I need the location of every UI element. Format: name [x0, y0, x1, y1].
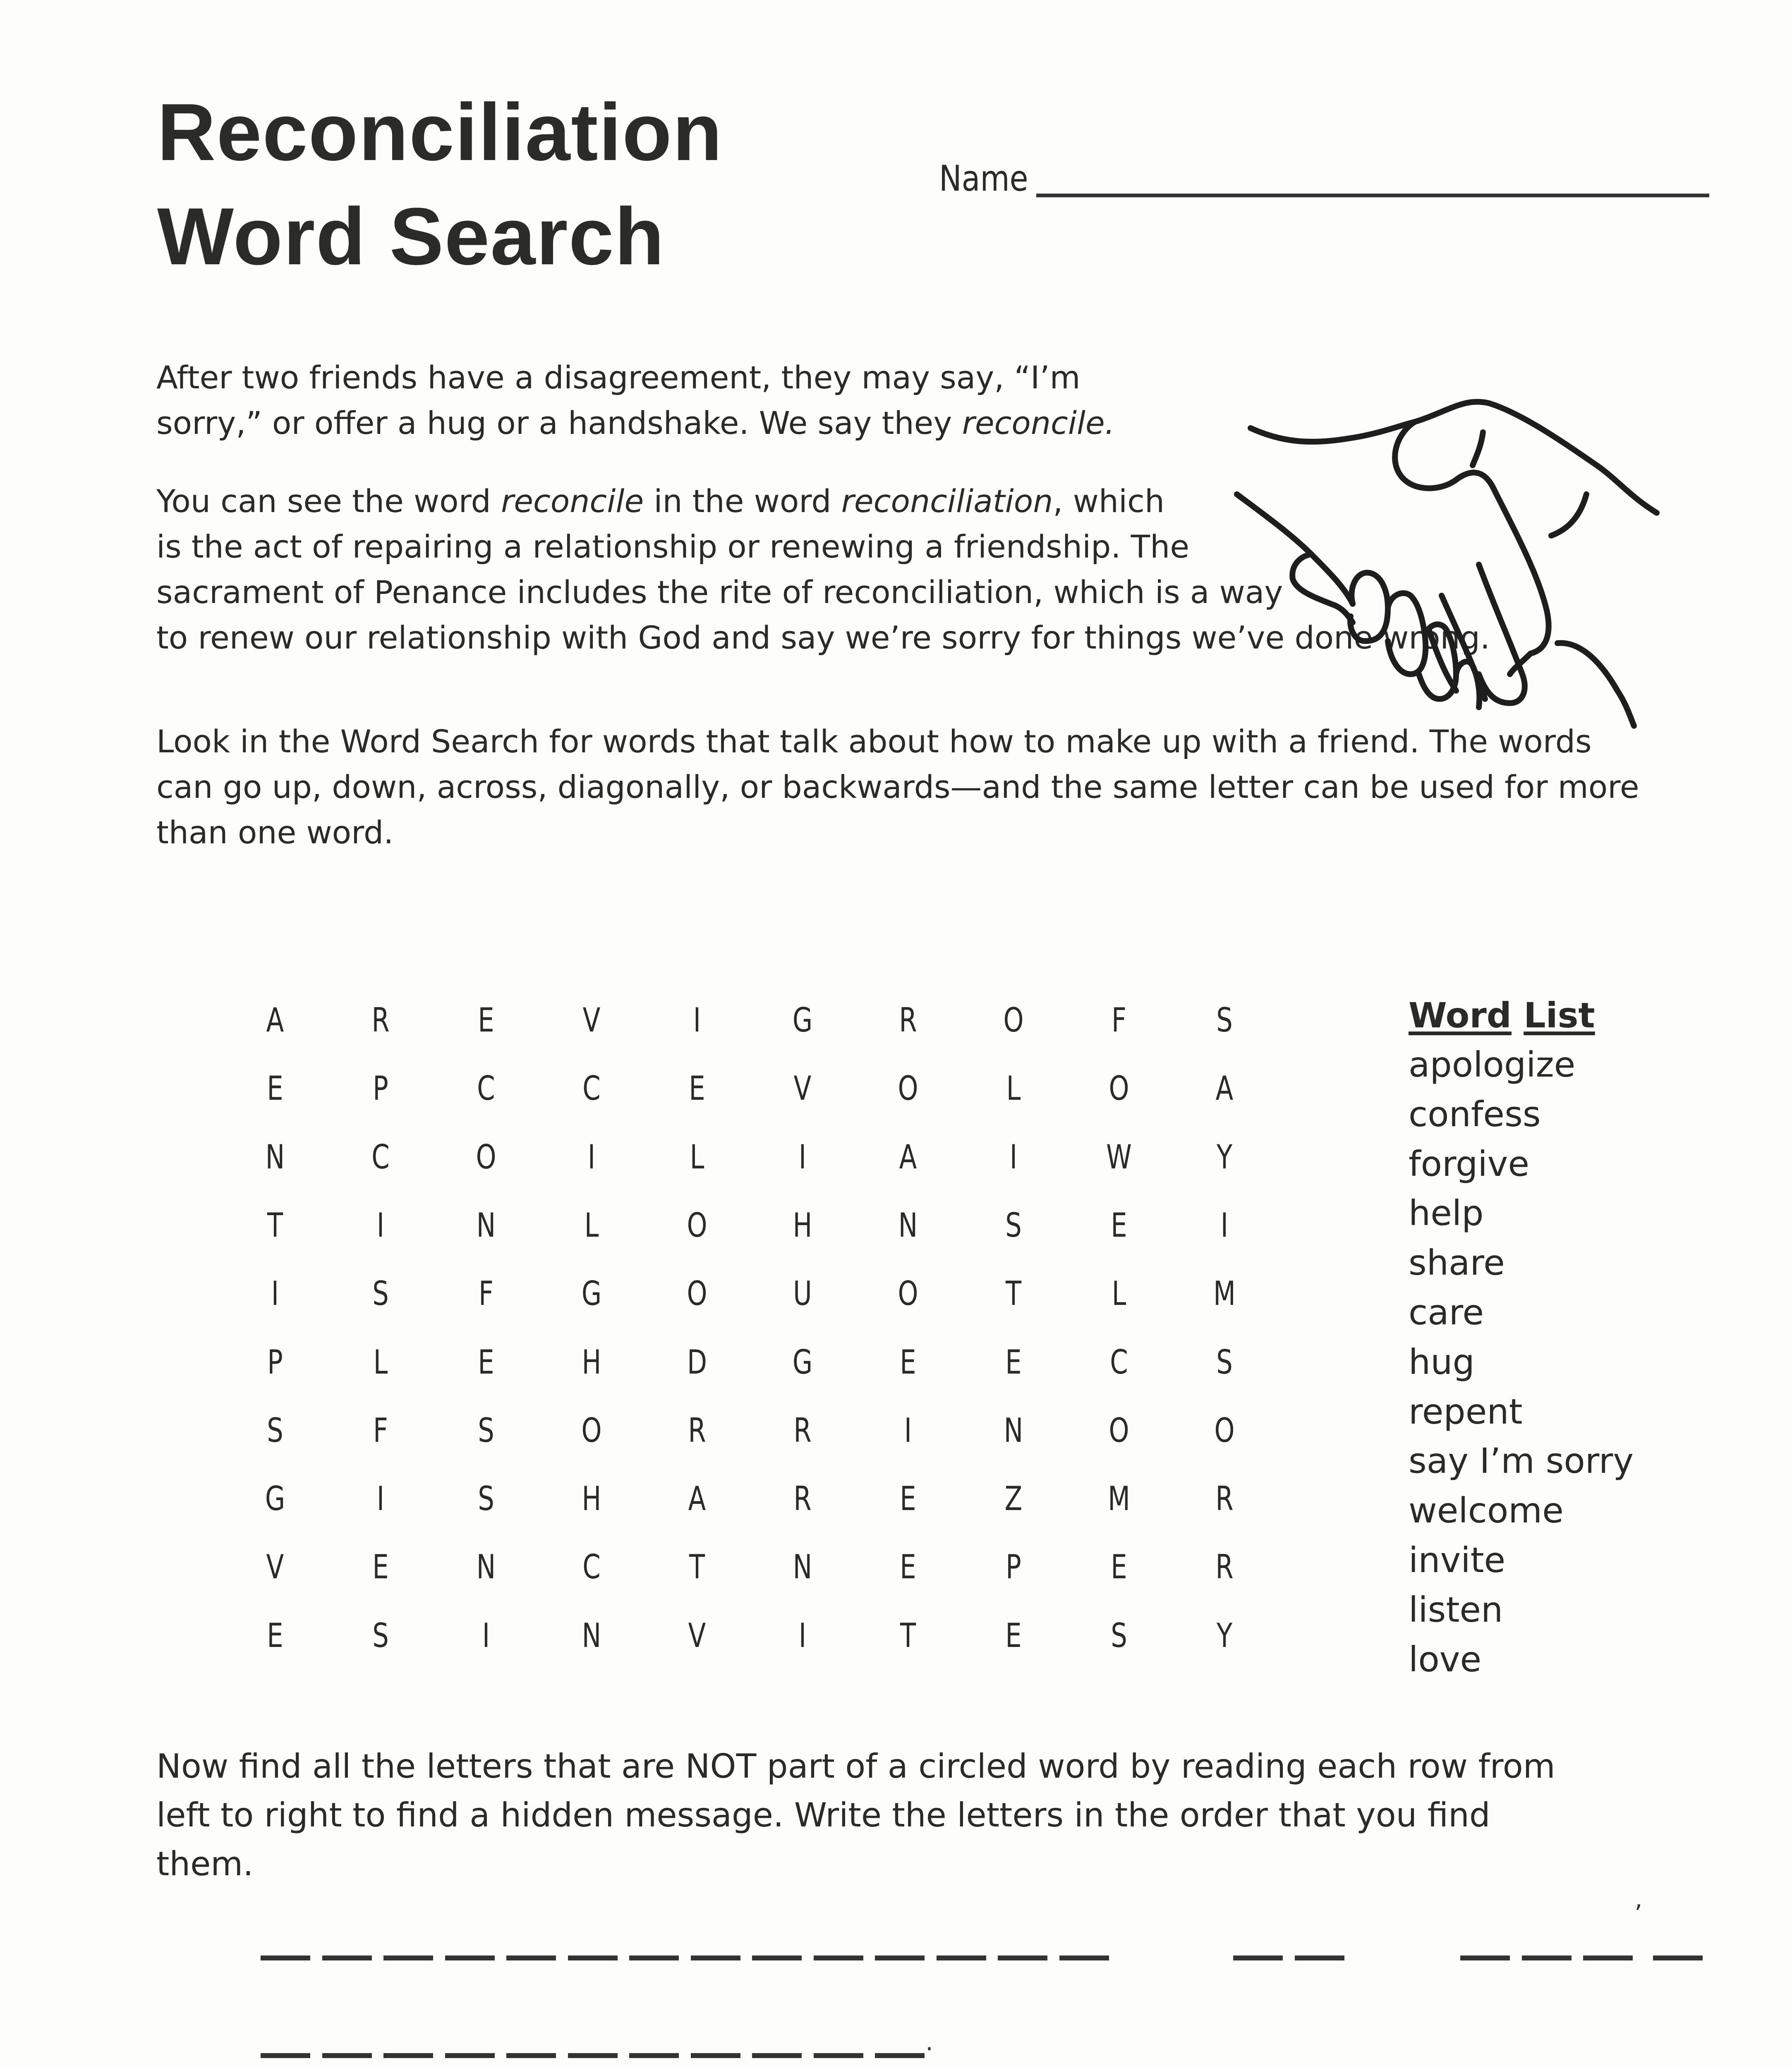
word-list-item: repent [1409, 1391, 1523, 1432]
answer-blank[interactable] [875, 2053, 925, 2058]
grid-letter[interactable]: C [371, 1137, 390, 1176]
italic-text-segment: reconciliation [841, 483, 1053, 519]
grid-letter[interactable]: O [687, 1206, 707, 1245]
grid-letter[interactable]: M [1213, 1274, 1236, 1313]
grid-letter[interactable]: G [581, 1274, 602, 1313]
grid-letter[interactable]: N [582, 1616, 601, 1655]
answer-blank[interactable] [322, 1956, 372, 1960]
answer-blank[interactable] [568, 2053, 618, 2058]
grid-letter[interactable]: E [900, 1479, 916, 1518]
grid-letter[interactable]: R [899, 1001, 917, 1039]
italic-text-segment: reconcile [501, 483, 644, 519]
word-list-item: hug [1409, 1341, 1475, 1382]
grid-letter[interactable]: L [1006, 1069, 1021, 1108]
grid-letter[interactable]: P [267, 1343, 283, 1381]
grid-letter[interactable]: E [900, 1343, 916, 1381]
italic-text-segment: reconcile. [962, 405, 1115, 441]
grid-letter[interactable]: I [798, 1137, 807, 1176]
text-line [156, 400, 1115, 446]
grid-letter[interactable]: R [793, 1411, 812, 1450]
grid-letter[interactable]: R [688, 1411, 706, 1450]
grid-letter[interactable]: I [482, 1616, 490, 1655]
grid-letter[interactable]: I [798, 1616, 807, 1655]
word-list-item: say I’m sorry [1409, 1441, 1634, 1482]
answer-blank[interactable] [1522, 1956, 1572, 1960]
text-segment: is the act of repairing a relationship or renewing a friendship. The [156, 528, 1190, 565]
answer-blank[interactable] [1059, 1956, 1109, 1960]
text-segment: left to right to find a hidden message. Write the letters in the order that you find [156, 1796, 1490, 1834]
answer-blank[interactable] [1583, 1956, 1633, 1960]
grid-letter[interactable]: Y [1216, 1616, 1233, 1655]
handshake-icon [1224, 372, 1671, 736]
grid-letter[interactable]: H [582, 1343, 601, 1381]
grid-letter[interactable]: E [267, 1616, 283, 1655]
text-segment: them. [156, 1845, 254, 1883]
text-segment: , which [1053, 483, 1165, 519]
grid-letter[interactable]: I [376, 1479, 385, 1518]
answer-blank[interactable] [1295, 1956, 1344, 1960]
grid-letter[interactable]: T [267, 1206, 283, 1245]
text-segment: than one word. [156, 814, 394, 851]
grid-letter[interactable]: U [793, 1274, 812, 1313]
grid-letter[interactable]: V [582, 1001, 601, 1039]
answer-blank[interactable] [814, 1956, 863, 1960]
grid-letter[interactable]: N [476, 1206, 496, 1245]
grid-letter[interactable]: Y [1216, 1137, 1233, 1176]
grid-letter[interactable]: L [690, 1137, 704, 1176]
grid-letter[interactable]: M [1108, 1479, 1130, 1518]
word-list-item: confess [1409, 1094, 1541, 1135]
grid-letter[interactable]: O [1214, 1411, 1235, 1450]
grid-letter[interactable]: L [373, 1343, 388, 1381]
grid-letter[interactable]: W [1106, 1137, 1132, 1176]
grid-letter[interactable]: C [1110, 1343, 1128, 1381]
grid-letter[interactable]: R [793, 1479, 812, 1518]
grid-letter[interactable]: T [689, 1548, 705, 1587]
grid-letter[interactable]: E [478, 1343, 494, 1381]
grid-letter[interactable]: O [1109, 1069, 1129, 1108]
grid-letter[interactable]: T [900, 1616, 916, 1655]
text-segment: can go up, down, across, diagonally, or backwards—and the same letter can be used for more [156, 768, 1639, 805]
grid-letter[interactable]: R [1215, 1548, 1234, 1587]
grid-letter[interactable]: G [792, 1001, 813, 1039]
text-line [156, 764, 1639, 810]
text-segment: After two friends have a disagreement, they may say, “I’m [156, 359, 1080, 396]
grid-letter[interactable]: I [587, 1137, 596, 1176]
grid-letter[interactable]: C [582, 1548, 601, 1587]
grid-letter[interactable]: O [898, 1274, 918, 1313]
word-list-item: help [1409, 1193, 1484, 1234]
grid-letter[interactable]: I [693, 1001, 701, 1039]
word-list-heading-list: List [1524, 995, 1595, 1036]
answer-blank[interactable] [445, 1956, 495, 1960]
grid-letter[interactable]: C [477, 1069, 495, 1108]
answer-blank[interactable] [629, 1956, 679, 1960]
text-line [156, 1742, 1555, 1791]
word-list-item: apologize [1409, 1044, 1576, 1085]
grid-letter[interactable]: F [479, 1274, 494, 1313]
answer-blank[interactable] [998, 1956, 1047, 1960]
word-list-heading [1409, 991, 1634, 1040]
grid-letter[interactable]: N [476, 1548, 496, 1587]
text-segment: in the word [644, 483, 841, 519]
text-segment: to renew our relationship with God and say we’re sorry for things we’ve done wrong. [156, 619, 1490, 656]
grid-letter[interactable]: S [372, 1274, 389, 1313]
grid-letter[interactable]: P [373, 1069, 388, 1108]
grid-letter[interactable]: S [1216, 1343, 1233, 1381]
grid-letter[interactable]: L [584, 1206, 599, 1245]
grid-letter[interactable]: S [1111, 1616, 1127, 1655]
grid-letter[interactable]: R [371, 1001, 390, 1039]
word-list-item: forgive [1409, 1143, 1530, 1184]
grid-letter[interactable]: F [1112, 1001, 1126, 1039]
grid-letter[interactable]: N [898, 1206, 918, 1245]
grid-letter[interactable]: I [1220, 1206, 1229, 1245]
grid-letter[interactable]: S [372, 1616, 389, 1655]
grid-letter[interactable]: A [899, 1137, 917, 1176]
word-list-item: listen [1409, 1589, 1503, 1630]
grid-letter[interactable]: V [793, 1069, 812, 1108]
answer-blank[interactable] [506, 1956, 556, 1960]
name-input-line[interactable] [1036, 194, 1709, 197]
answer-blank[interactable] [506, 2053, 556, 2058]
name-label: Name [939, 158, 1028, 199]
period-mark: . [925, 2027, 934, 2056]
answer-blank[interactable] [937, 1956, 986, 1960]
hidden-message-instructions [156, 1742, 1555, 1888]
grid-letter[interactable]: E [1005, 1343, 1022, 1381]
grid-letter[interactable]: A [266, 1001, 284, 1039]
grid-letter[interactable]: I [1009, 1137, 1018, 1176]
grid-letter[interactable]: I [904, 1411, 912, 1450]
page-title-line1: Reconciliation [157, 87, 723, 177]
apostrophe-mark: ’ [1634, 1900, 1643, 1929]
grid-letter[interactable]: O [1003, 1001, 1024, 1039]
word-list [1409, 991, 1634, 1684]
answer-blank[interactable] [814, 2053, 863, 2058]
grid-letter[interactable]: G [265, 1479, 285, 1518]
text-segment: sacrament of Penance includes the rite of reconciliation, which is a way [156, 574, 1283, 610]
word-list-item: welcome [1409, 1490, 1564, 1531]
answer-blank[interactable] [322, 2053, 372, 2058]
grid-letter[interactable]: A [1215, 1069, 1234, 1108]
grid-letter[interactable]: S [267, 1411, 283, 1450]
grid-letter[interactable]: S [478, 1411, 494, 1450]
grid-letter[interactable]: T [1005, 1274, 1022, 1313]
text-line [156, 1791, 1555, 1840]
text-line [156, 355, 1115, 400]
grid-letter[interactable]: S [478, 1479, 494, 1518]
grid-letter[interactable]: V [266, 1548, 284, 1587]
grid-letter[interactable]: R [1215, 1479, 1234, 1518]
grid-letter[interactable]: E [1005, 1616, 1022, 1655]
word-list-item: love [1409, 1639, 1482, 1680]
grid-letter[interactable]: S [1216, 1001, 1233, 1039]
text-line [156, 810, 1639, 855]
grid-letter[interactable]: E [900, 1548, 916, 1587]
grid-letter[interactable]: O [1109, 1411, 1129, 1450]
text-segment: Look in the Word Search for words that talk about how to make up with a friend. The words [156, 723, 1592, 760]
grid-letter[interactable]: A [688, 1479, 706, 1518]
answer-blank[interactable] [1653, 1956, 1703, 1960]
answer-blank[interactable] [752, 1956, 802, 1960]
grid-letter[interactable]: Z [1004, 1479, 1023, 1518]
answer-blank[interactable] [629, 2053, 679, 2058]
answer-blank[interactable] [691, 1956, 740, 1960]
grid-letter[interactable]: N [793, 1548, 812, 1587]
answer-blank[interactable] [691, 2053, 740, 2058]
grid-letter[interactable]: O [581, 1411, 602, 1450]
grid-letter[interactable]: P [1006, 1548, 1021, 1587]
answer-blank[interactable] [752, 2053, 802, 2058]
grid-letter[interactable]: C [582, 1069, 601, 1108]
answer-blank[interactable] [383, 2053, 433, 2058]
intro-paragraph-1 [156, 355, 1115, 446]
grid-letter[interactable]: O [898, 1069, 918, 1108]
answer-blank[interactable] [445, 2053, 495, 2058]
word-search-grid [223, 993, 1282, 1679]
answer-blank[interactable] [1233, 1956, 1283, 1960]
word-list-heading-word: Word [1409, 995, 1512, 1036]
grid-letter[interactable]: F [373, 1411, 388, 1450]
grid-letter[interactable]: N [1004, 1411, 1023, 1450]
grid-letter[interactable]: E [1111, 1548, 1127, 1587]
grid-letter[interactable]: O [476, 1137, 496, 1176]
answer-blank[interactable] [383, 1956, 433, 1960]
answer-blank[interactable] [1460, 1956, 1510, 1960]
answer-blank[interactable] [568, 1956, 618, 1960]
answer-blank[interactable] [261, 2053, 310, 2058]
word-list-item: share [1409, 1242, 1505, 1283]
text-segment: You can see the word [156, 483, 501, 519]
grid-letter[interactable]: O [687, 1274, 707, 1313]
instructions-paragraph [156, 719, 1639, 855]
grid-letter[interactable]: E [1111, 1206, 1127, 1245]
grid-letter[interactable]: D [687, 1343, 707, 1381]
grid-letter[interactable]: E [478, 1001, 494, 1039]
word-list-item: care [1409, 1292, 1484, 1333]
grid-letter[interactable]: E [267, 1069, 283, 1108]
grid-letter[interactable]: H [582, 1479, 601, 1518]
grid-letter[interactable]: E [689, 1069, 705, 1108]
grid-letter[interactable]: S [1005, 1206, 1022, 1245]
grid-letter[interactable]: I [271, 1274, 279, 1313]
answer-blank[interactable] [875, 1956, 925, 1960]
text-segment: sorry,” or offer a hug or a handshake. We say they [156, 405, 962, 441]
text-line [156, 1840, 1555, 1888]
word-list-item: invite [1409, 1539, 1506, 1580]
answer-blank[interactable] [261, 1956, 310, 1960]
grid-letter[interactable]: I [376, 1206, 385, 1245]
page-title-line2: Word Search [157, 191, 665, 282]
grid-letter[interactable]: L [1112, 1274, 1126, 1313]
grid-letter[interactable]: E [372, 1548, 389, 1587]
grid-letter[interactable]: H [793, 1206, 812, 1245]
grid-letter[interactable]: N [265, 1137, 285, 1176]
grid-letter[interactable]: G [792, 1343, 813, 1381]
text-segment: Now find all the letters that are NOT part of a circled word by reading each row from [156, 1747, 1555, 1786]
grid-letter[interactable]: V [688, 1616, 706, 1655]
